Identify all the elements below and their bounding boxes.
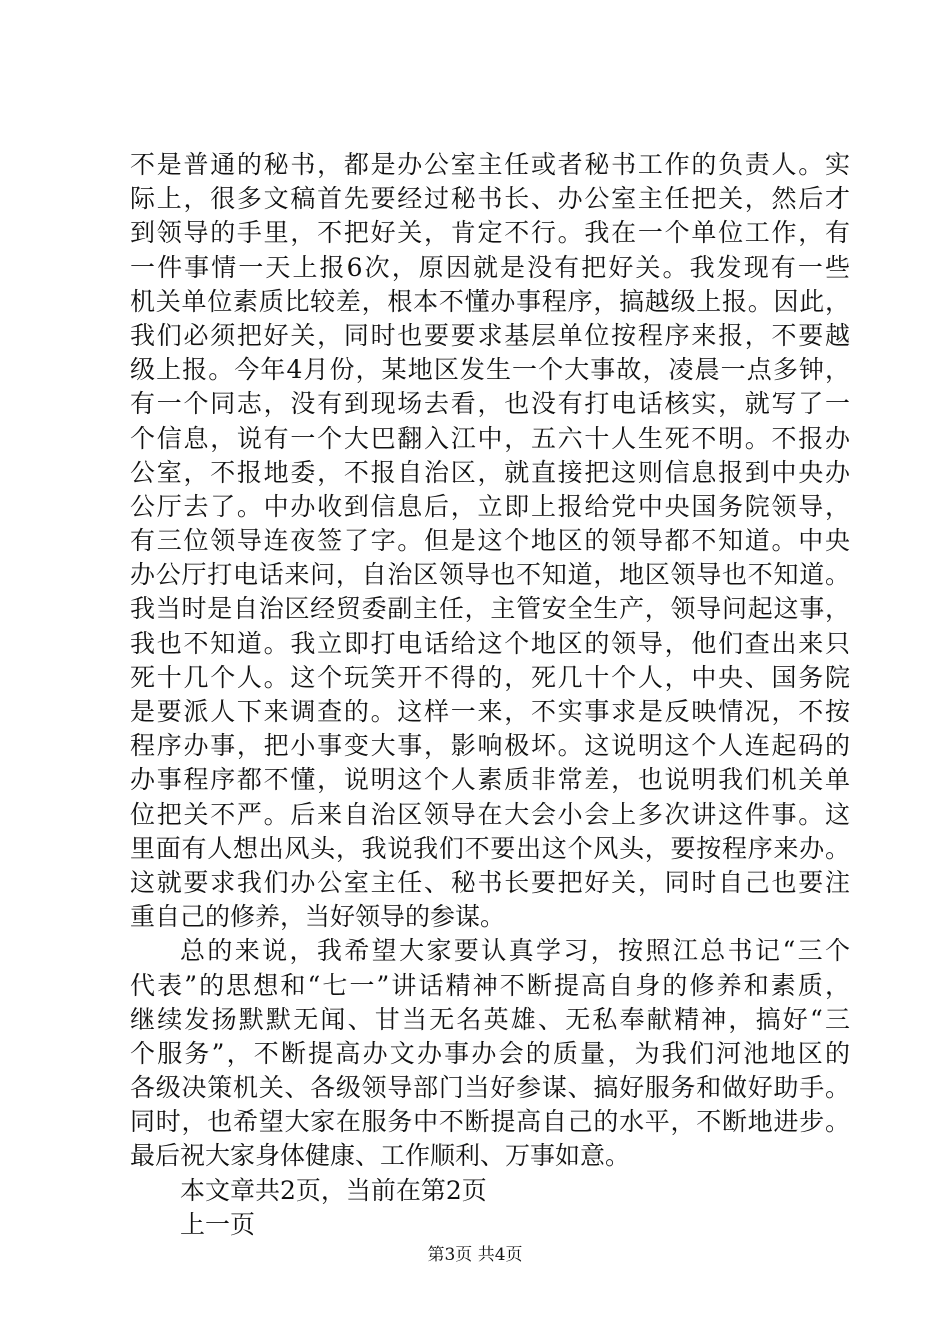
text-line: 重自己的修养，当好领导的参谋。 [130,902,506,932]
text-line: 我当时是自治区经贸委副主任，主管安全生产，领导问起这事， [130,594,850,624]
text-line: 公厅去了。中办收到信息后，立即上报给党中央国务院领导， [130,491,850,521]
text-line: 有一个同志，没有到现场去看，也没有打电话核实，就写了一 [130,389,850,419]
text-line: 同时，也希望大家在服务中不断提高自己的水平，不断地进步。 [130,1107,850,1137]
document-body [130,148,850,1242]
text-line: 里面有人想出风头，我说我们不要出这个风头，要按程序来办。 [130,833,850,863]
text-line: 各级决策机关、各级领导部门当好参谋、搞好服务和做好助手。 [130,1073,850,1103]
text-line: 不是普通的秘书，都是办公室主任或者秘书工作的负责人。实 [130,150,850,179]
text-line: 到领导的手里，不把好关，肯定不行。我在一个单位工作，有 [130,218,850,248]
text-line: 位把关不严。后来自治区领导在大会小会上多次讲这件事。这 [130,799,850,829]
text-line: 死十几个人。这个玩笑开不得的，死几十个人，中央、国务院 [130,662,850,692]
page-count-note: 本文章共2页，当前在第2页 [180,1175,487,1205]
paragraph-start-line: 总的来说，我希望大家要认真学习，按照江总书记“三个 [180,936,850,966]
text-line: 公室，不报地委，不报自治区，就直接把这则信息报到中央办 [130,457,850,487]
previous-page-link[interactable]: 上一页 [180,1209,256,1239]
text-line: 办事程序都不懂，说明这个人素质非常差，也说明我们机关单 [130,765,850,795]
text-line: 办公厅打电话来问，自治区领导也不知道，地区领导也不知道。 [130,560,850,590]
text-line: 级上报。今年4月份，某地区发生一个大事故，凌晨一点多钟， [130,355,850,385]
text-line: 程序办事，把小事变大事，影响极坏。这说明这个人连起码的 [130,731,850,761]
page-footer [0,1244,950,1266]
text-line: 这就要求我们办公室主任、秘书长要把好关，同时自己也要注 [130,867,850,897]
text-line: 最后祝大家身体健康、工作顺利、万事如意。 [130,1141,631,1171]
text-line: 代表”的思想和“七一”讲话精神不断提高自身的修养和素质， [130,970,850,1000]
text-line: 我也不知道。我立即打电话给这个地区的领导，他们查出来只 [130,628,850,658]
text-line: 是要派人下来调查的。这样一来，不实事求是反映情况，不按 [130,697,850,726]
text-line: 个服务”，不断提高办文办事办会的质量，为我们河池地区的 [130,1038,850,1068]
text-line: 我们必须把好关，同时也要要求基层单位按程序来报，不要越 [130,320,850,350]
text-line: 一件事情一天上报6次，原因就是没有把好关。我发现有一些 [130,252,850,282]
text-line: 机关单位素质比较差，根本不懂办事程序，搞越级上报。因此， [130,286,850,316]
text-line: 继续发扬默默无闻、甘当无名英雄、无私奉献精神，搞好“三 [130,1004,850,1034]
text-line: 个信息，说有一个大巴翻入江中，五六十人生死不明。不报办 [130,423,850,453]
text-line: 际上，很多文稿首先要经过秘书长、办公室主任把关，然后才 [130,184,850,214]
text-line: 有三位领导连夜签了字。但是这个地区的领导都不知道。中央 [130,526,850,556]
page-number-label: 第3页 共4页 [427,1245,523,1265]
